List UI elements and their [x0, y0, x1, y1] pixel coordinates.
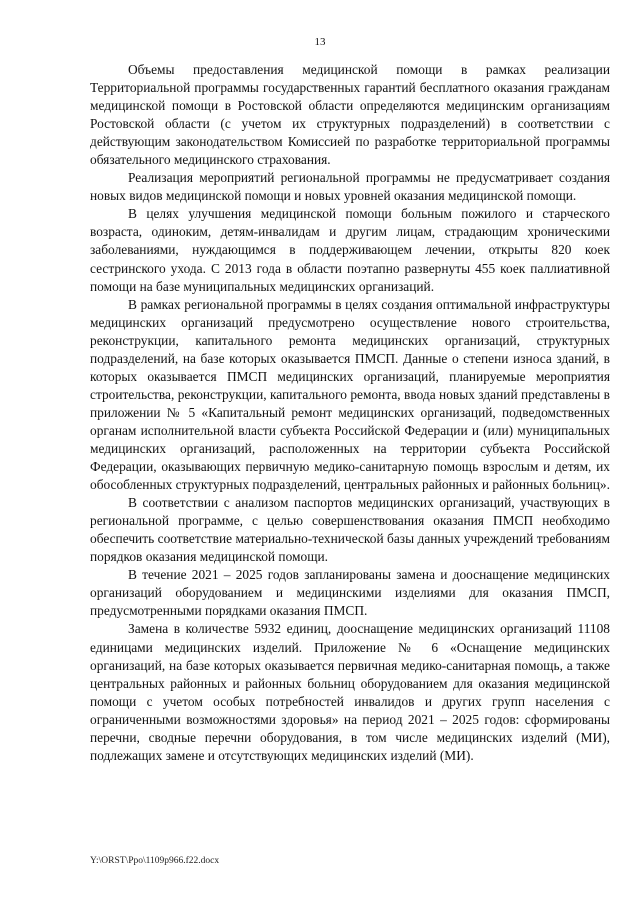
page-number: 13	[314, 36, 326, 48]
paragraph-no-new-care-types: Реализация мероприятий региональной программы не предусматривает создания новых видов медицинской помощи и новых уровней оказания медицинской помощи.	[90, 170, 610, 204]
paragraph-nursing-palliative-beds: В целях улучшения медицинской помощи больным пожилого и старческого возраста, одиноким, детям-инвалидам и другим лицам, страдающим хроническими заболеваниями, нуждающимся в поддерживающем лечении, открыты 820 коек сестринского ухода. С 2013 года в области поэтапно развернуты 455 коек паллиативной помощи на базе муниципальных медицинских организаций.	[90, 206, 610, 294]
paragraph-infrastructure-construction: В рамках региональной программы в целях создания оптимальной инфраструктуры медицинских организаций предусмотрено осуществление нового строительства, реконструкции, капитального ремонта медицинских организаций, структурных подразделений, на базе которых оказывается ПМСП. Данные о степени износа зданий, в которых оказывается ПМСП медицинских организаций, планируемые мероприятия строительства, реконструкции, капитального ремонта, ввода новых зданий представлены в приложении № 5 «Капитальный ремонт медицинских организаций, подведомственных органам исполнительной власти субъекта Российской Федерации и (или) муниципальных медицинских организаций, расположенных на территории субъекта Российской Федерации, оказывающих первичную медико-санитарную помощь взрослым и детям, их обособленных структурных подразделений, центральных районных и районных больниц».	[90, 296, 610, 493]
paragraph-equipment-plan-2021-2025: В течение 2021 – 2025 годов запланированы замена и дооснащение медицинских организаций оборудованием и медицинскими изделиями для оказания ПМСП, предусмотренными порядками оказания ПМСП.	[90, 567, 610, 619]
document-body	[90, 61, 610, 765]
paragraph-medical-care-volumes: Объемы предоставления медицинской помощи в рамках реализации Территориальной программы государственных гарантий бесплатного оказания гражданам медицинской помощи в Ростовской области определяются медицинским организациям Ростовской области (с учетом их структурных подразделений) в соответствии с действующим законодательством Комиссией по разработке территориальной программы обязательного медицинского страхования.	[90, 62, 610, 168]
paragraph-replacement-appendix-6: Замена в количестве 5932 единиц, дооснащение медицинских организаций 11108 единицами медицинских изделий. Приложение № 6 «Оснащение медицинских организаций, на базе которых оказывается первичная медико-санитарная помощь, а также центральных районных и районных больниц оборудованием для оказания медицинской помощи с учетом особых потребностей инвалидов и других групп населения с ограниченными возможностями здоровья» на период 2021 – 2025 годов: сформированы перечни, сводные перечни оборудования, в том числе медицинских изделий (МИ), подлежащих замене и отсутствующих медицинских изделий (МИ).	[90, 621, 610, 763]
footer-file-path: Y:\ORST\Ppo\1109p966.f22.docx	[90, 856, 220, 866]
paragraph-passport-analysis: В соответствии с анализом паспортов медицинских организаций, участвующих в региональной программе, с целью совершенствования оказания ПМСП необходимо обеспечить соответствие материально-технической базы данных учреждений требованиям порядков оказания медицинской помощи.	[90, 495, 610, 565]
